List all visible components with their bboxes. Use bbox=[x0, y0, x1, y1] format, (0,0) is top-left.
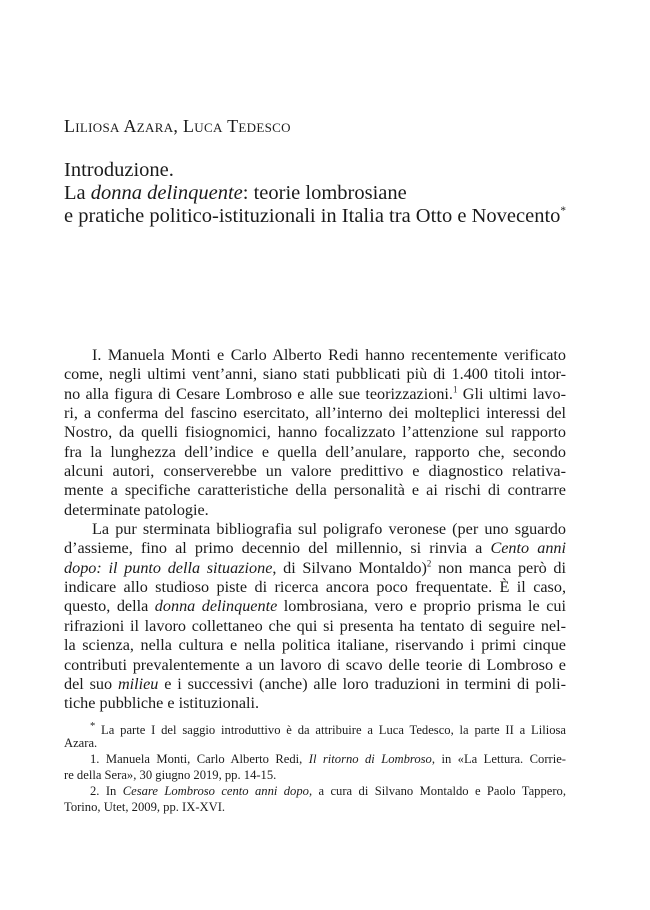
text-run: , a cura di Silvano Montaldo e Paolo Tappero, bbox=[308, 784, 566, 798]
paragraph-1-line: determinate patologie. bbox=[64, 500, 209, 519]
paragraph-2-line: la scienza, nella cultura e nella politica italiane, riservando i primi cinque bbox=[64, 636, 566, 655]
title-line-3 bbox=[64, 205, 624, 228]
footnote-star-line: Azara. bbox=[64, 736, 98, 750]
footnote-ref: 1 bbox=[452, 384, 458, 395]
text-run: 1. Manuela Monti, Carlo Alberto Redi, bbox=[90, 752, 309, 766]
footnotes bbox=[64, 719, 566, 815]
title-footnote-mark: * bbox=[560, 205, 567, 218]
text-run: non manca però di bbox=[431, 558, 566, 577]
paragraph-2-line bbox=[64, 559, 566, 578]
text-run: Gli ultimi lavo- bbox=[457, 384, 567, 403]
paragraph-1-line: mente a specifiche caratteristiche della personalità e ai rischi di contrarre bbox=[64, 481, 566, 500]
paragraph-2-line: rifrazioni il lavoro collettaneo che qui si presenta ha tentato di seguire nel- bbox=[64, 616, 566, 635]
footnote-star-line bbox=[64, 719, 566, 738]
paragraph-2-line: La pur sterminata bibliografia sul poligrafo veronese (per uno sguardo bbox=[92, 520, 566, 539]
text-run: 2. In bbox=[90, 784, 123, 798]
paragraph-1-line: fra la lunghezza dell’indice e quella dell’anulare, rapporto che, secondo bbox=[64, 442, 566, 461]
italic-run: Cesare Lombroso cento anni dopo bbox=[122, 784, 309, 798]
article-title bbox=[64, 159, 624, 228]
italic-run: donna delinquente bbox=[154, 597, 278, 616]
text-run: e i successivi (anche) alle loro traduzioni in termini di poli- bbox=[158, 674, 566, 693]
paragraph-2-line bbox=[64, 597, 566, 616]
footnote-1-line: re della Sera», 30 giugno 2019, pp. 14-15. bbox=[64, 768, 277, 782]
footnote-ref: 2 bbox=[426, 558, 432, 569]
body-text bbox=[64, 346, 566, 714]
text-run: questo, della bbox=[64, 597, 155, 616]
footnote-mark: * bbox=[90, 721, 96, 732]
text-run: no alla figura di Cesare Lombroso e alle sue teorizzazioni. bbox=[64, 384, 453, 403]
paragraph-1-line bbox=[64, 385, 566, 404]
italic-run: Cento anni bbox=[490, 539, 567, 558]
footnote-2-line bbox=[64, 783, 566, 799]
title-italic: donna delinquente bbox=[90, 182, 243, 204]
authors-line: Liliosa Azara, Luca Tedesco bbox=[64, 116, 291, 136]
italic-run: milieu bbox=[117, 674, 159, 693]
title-line-1: Introduzione. bbox=[64, 159, 174, 181]
text-run: , in «La Lettura. Corrie- bbox=[431, 752, 566, 766]
title-line-2 bbox=[64, 182, 624, 205]
paragraph-1-line: Nostro, da quelli fisiognomici, hanno focalizzato l’attenzione sul rapporto bbox=[64, 423, 566, 442]
paragraph-2-line: indicare allo studioso piste di ricerca ancora poco frequentate. È il caso, bbox=[64, 578, 566, 597]
paragraph-1-line: ri, a conferma del fascino esercitato, all’interno dei molteplici interessi del bbox=[64, 404, 566, 423]
text-run: d’assieme, fino al primo decennio del millennio, si rinvia a bbox=[64, 539, 491, 558]
text-run: lombrosiana, vero e proprio prisma le cui bbox=[277, 597, 566, 616]
paragraph-1-line: alcuni autori, conserverebbe un valore predittivo e diagnostico relativa- bbox=[64, 462, 566, 481]
paragraph-1-line: I. Manuela Monti e Carlo Alberto Redi hanno recentemente verificato bbox=[92, 346, 566, 364]
title-text: e pratiche politico-istituzionali in Italia tra Otto e Novecento bbox=[64, 205, 561, 227]
paragraph-2-line bbox=[64, 675, 566, 694]
footnote-2-line: Torino, Utet, 2009, pp. IX-XVI. bbox=[64, 800, 226, 814]
italic-run: dopo: il punto della situazione bbox=[64, 558, 273, 577]
footnote-1-line bbox=[64, 751, 566, 767]
paragraph-1-line: come, negli ultimi vent’anni, siano stati pubblicati più di 1.400 titoli intor- bbox=[64, 365, 566, 384]
text-run: La parte I del saggio introduttivo è da attribuire a Luca Tedesco, la parte II a Liliosa bbox=[95, 723, 566, 738]
text-run: del suo bbox=[64, 674, 118, 693]
title-text: : teorie lombrosiane bbox=[242, 182, 407, 204]
paragraph-2-line bbox=[64, 539, 566, 558]
text-run: , di Silvano Montaldo) bbox=[272, 558, 427, 577]
paragraph-2-line: tiche pubbliche e istituzionali. bbox=[64, 694, 260, 713]
italic-run: Il ritorno di Lombroso bbox=[308, 752, 432, 766]
title-text: La bbox=[64, 182, 91, 204]
paragraph-2-line: contributi prevalentemente a un lavoro di scavo delle teorie di Lombroso e bbox=[64, 655, 566, 674]
